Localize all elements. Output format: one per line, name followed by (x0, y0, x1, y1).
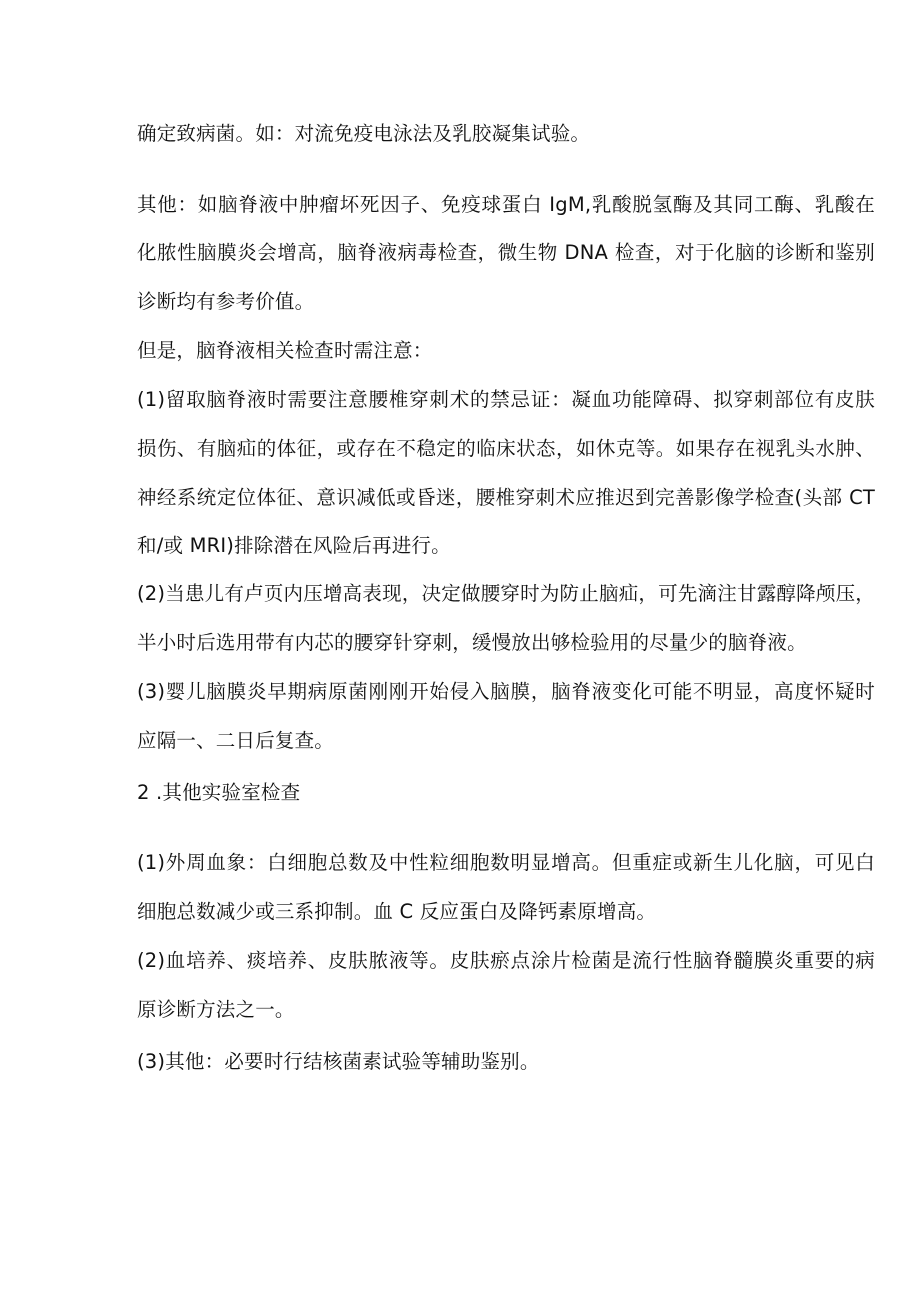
text-line: (3)其他：必要时行结核菌素试验等辅助鉴别。 (137, 1050, 540, 1073)
section-heading: 2 .其他实验室检查 (137, 781, 301, 804)
text-line: 其他：如脑脊液中肿瘤坏死因子、免疫球蛋白 IgM,乳酸脱氢酶及其同工酶、乳酸在 (137, 193, 875, 216)
text-line: 诊断均有参考价值。 (137, 290, 315, 313)
text-line: (2)当患儿有卢页内压增高表现，决定做腰穿时为防止脑疝，可先滴注甘露醇降颅压， (137, 582, 875, 605)
text-line: 和/或 MRI)排除潜在风险后再进行。 (137, 534, 451, 557)
text-line: (3)婴儿脑膜炎早期病原菌刚刚开始侵入脑膜，脑脊液变化可能不明显，高度怀疑时 (137, 680, 875, 703)
text-line: 神经系统定位体征、意识减低或昏迷，腰椎穿刺术应推迟到完善影像学检查(头部 CT (137, 486, 875, 509)
text-line: 半小时后选用带有内芯的腰穿针穿刺，缓慢放出够检验用的尽量少的脑脊液。 (137, 631, 807, 654)
text-line: 原诊断方法之一。 (137, 998, 295, 1021)
text-line: 确定致病菌。如：对流免疫电泳法及乳胶凝集试验。 (137, 122, 591, 145)
text-line: 化脓性脑膜炎会增高，脑脊液病毒检查，微生物 DNA 检查，对于化脑的诊断和鉴别 (137, 241, 875, 264)
text-line: (2)血培养、痰培养、皮肤脓液等。皮肤瘀点涂片检菌是流行性脑脊髓膜炎重要的病 (137, 949, 875, 972)
text-line: (1)留取脑脊液时需要注意腰椎穿刺术的禁忌证：凝血功能障碍、拟穿刺部位有皮肤 (137, 388, 875, 411)
text-line: (1)外周血象：白细胞总数及中性粒细胞数明显增高。但重症或新生儿化脑，可见白 (137, 851, 875, 874)
text-line: 但是，脑脊液相关检查时需注意： (137, 339, 433, 362)
text-line: 损伤、有脑疝的体征，或存在不稳定的临床状态，如休克等。如果存在视乳头水肿、 (137, 437, 875, 460)
text-line: 应隔一、二日后复查。 (137, 729, 335, 752)
text-line: 细胞总数减少或三系抑制。血 C 反应蛋白及降钙素原增高。 (137, 900, 657, 923)
